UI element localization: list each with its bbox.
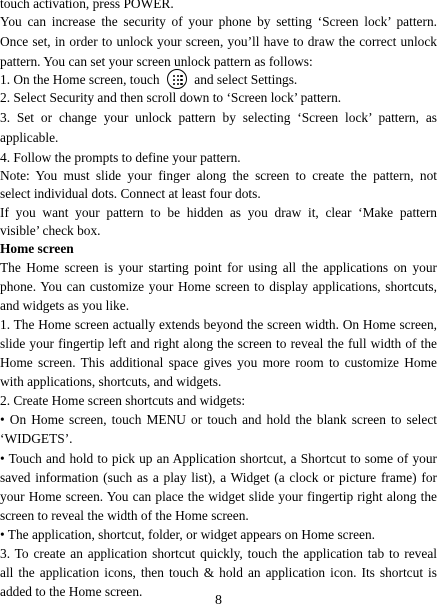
section-heading: Home screen [0,241,74,256]
app-launcher-grid-icon [167,69,187,89]
text-line: slide your fingertip left and right along the screen to reveal the full width of the [0,336,437,351]
text-line: visible’ check box. [0,223,101,238]
text-line: added to the Home screen. [0,584,143,599]
text-line: with applications, shortcuts, and widgets. [0,374,222,389]
text-line: 1. The Home screen actually extends beyond the screen width. On Home screen, [0,317,437,332]
text-line: pattern. You can set your screen unlock pattern as follows: [0,54,313,69]
text-line: 2. Select Security and then scroll down to ‘Screen lock’ pattern. [0,90,342,105]
text-line: Note: You must slide your finger along the screen to create the pattern, not [0,168,437,183]
step-text: and select Settings. [194,72,298,87]
text-line: • The application, shortcut, folder, or widget appears on Home screen. [0,527,376,542]
text-line: all the application icons, then touch & hold an application icon. Its shortcut is [0,565,437,580]
step-text: 1. On the Home screen, touch [0,72,160,87]
text-line: Home screen. This additional space gives you more room to customize Home [0,355,437,370]
page-number: 8 [215,593,222,608]
text-line: You can increase the security of your phone by setting ‘Screen lock’ pattern. [0,14,437,29]
text-line: 3. To create an application shortcut quickly, touch the application tab to reveal [0,546,437,561]
text-line: screen to reveal the width of the Home screen. [0,508,249,523]
text-line: phone. You can customize your Home screen to display applications, shortcuts, [0,279,437,294]
text-line: • On Home screen, touch MENU or touch and hold the blank screen to select [0,412,437,427]
text-line: ‘WIDGETS’. [0,431,73,446]
text-line-with-icon [0,72,437,89]
text-line: Once set, in order to unlock your screen, you’ll have to draw the correct unlock [0,34,437,49]
text-line: 2. Create Home screen shortcuts and widgets: [0,393,246,408]
text-line: 3. Set or change your unlock pattern by selecting ‘Screen lock’ pattern, as [0,110,437,125]
text-line: applicable. [0,130,59,145]
text-line: The Home screen is your starting point for using all the applications on your [0,260,437,275]
text-line: your Home screen. You can place the widget slide your fingertip right along the [0,489,437,504]
text-line: If you want your pattern to be hidden as you draw it, clear ‘Make pattern [0,205,437,220]
text-line: • Touch and hold to pick up an Application shortcut, a Shortcut to some of your [0,451,437,466]
text-line: saved information (such as a play list), a Widget (a clock or picture frame) for [0,470,437,485]
text-line: and widgets as you like. [0,298,130,313]
text-line: select individual dots. Connect at least four dots. [0,186,261,201]
text-line: touch activation, press POWER. [0,0,174,11]
text-line: 4. Follow the prompts to define your pattern. [0,150,241,165]
